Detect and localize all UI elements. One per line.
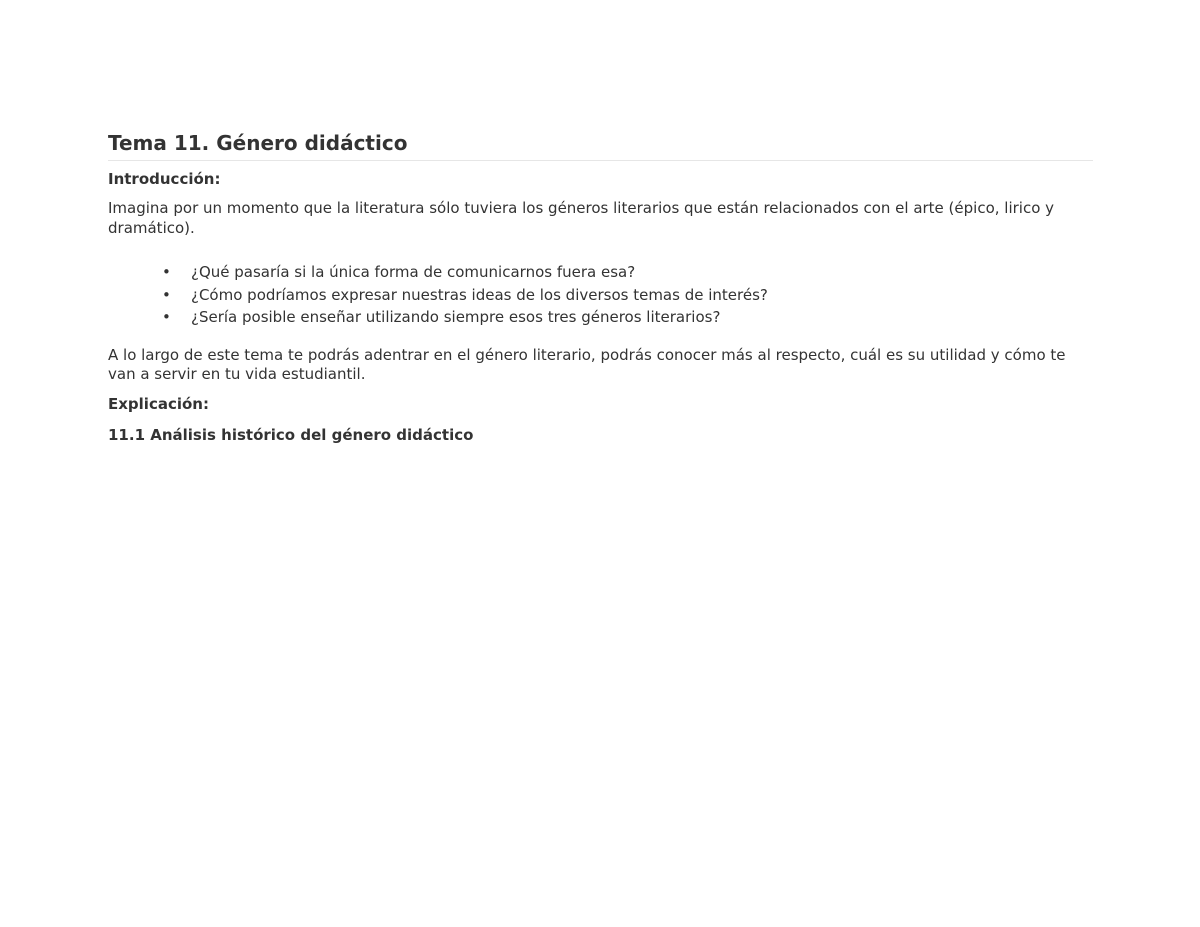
intro-paragraph: Imagina por un momento que la literatura sólo tuviera los géneros literarios que están relacionados con el arte (épico, lirico y dramático). (108, 199, 1055, 237)
page-title: Tema 11. Género didáctico (108, 128, 1093, 161)
closing-paragraph: A lo largo de este tema te podrás adentrar en el género literario, podrás conocer más al respecto, cuál es su utilidad y cómo te van a servir en tu vida estudiantil. (108, 345, 1066, 383)
intro-heading: Introducción: (108, 170, 221, 188)
document-content (108, 128, 1093, 445)
bullet-icon: • (162, 308, 171, 326)
bullet-icon: • (162, 285, 171, 304)
explanation-heading: Explicación: (108, 394, 209, 413)
list-item (108, 261, 1093, 284)
bullet-icon: • (162, 263, 171, 281)
question-text: ¿Sería posible enseñar utilizando siempre esos tres géneros literarios? (191, 308, 721, 326)
list-item (108, 306, 1093, 329)
question-text: ¿Qué pasaría si la única forma de comunicarnos fuera esa? (191, 263, 636, 281)
question-text: ¿Cómo podríamos expresar nuestras ideas de los diversos temas de interés? (191, 285, 768, 304)
list-item (108, 284, 1093, 307)
question-list (108, 261, 1093, 329)
subsection-heading: 11.1 Análisis histórico del género didáctico (108, 425, 474, 444)
